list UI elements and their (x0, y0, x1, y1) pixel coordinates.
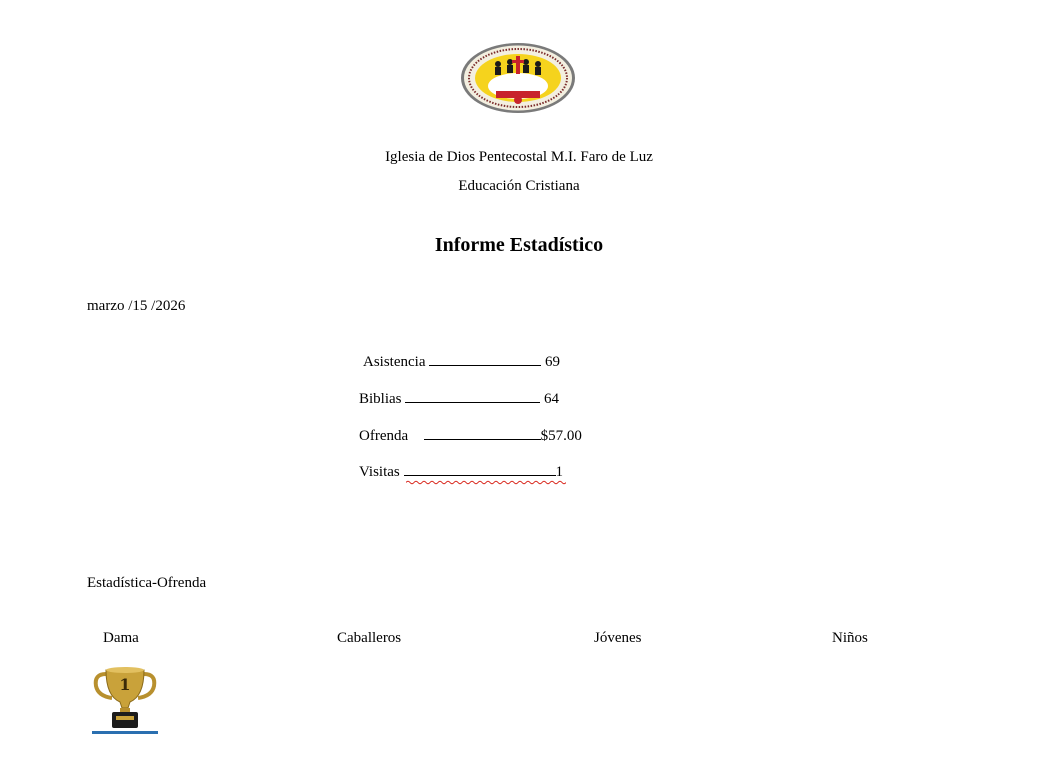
stat-value: 64 (544, 391, 560, 407)
fill-line (424, 427, 541, 440)
spellcheck-squiggle-icon (406, 480, 566, 485)
department-name: Educación Cristiana (458, 178, 580, 194)
stat-value: $57.00 (540, 428, 582, 444)
stat-row-biblias (359, 390, 559, 408)
fill-line (405, 390, 540, 403)
column-ninos: Niños (832, 630, 868, 646)
stat-value: 69 (544, 354, 560, 370)
church-name: Iglesia de Dios Pentecostal M.I. Faro de Luz (385, 149, 653, 165)
church-logo-icon (440, 14, 592, 124)
stat-label: Visitas (359, 464, 400, 480)
fill-line (429, 353, 541, 366)
fill-line (404, 463, 556, 476)
trophy-rank: 1 (119, 675, 131, 694)
stat-label: Ofrenda (359, 428, 409, 444)
report-date: marzo /15 /2026 (87, 298, 186, 314)
stat-row-visitas (359, 463, 563, 481)
stat-value: 1 (555, 464, 564, 480)
stat-row-asistencia (363, 353, 560, 371)
column-jovenes: Jóvenes (594, 630, 642, 646)
stat-label: Biblias (359, 391, 402, 407)
trophy-image (92, 664, 158, 734)
stat-label: Asistencia (363, 354, 426, 370)
offering-section-label: Estadística-Ofrenda (87, 575, 207, 591)
column-caballeros: Caballeros (337, 630, 402, 646)
report-title: Informe Estadístico (434, 234, 604, 256)
stat-row-ofrenda (359, 427, 582, 445)
church-logo (440, 14, 592, 124)
column-dama: Dama (103, 630, 139, 646)
trophy-icon (92, 664, 158, 734)
